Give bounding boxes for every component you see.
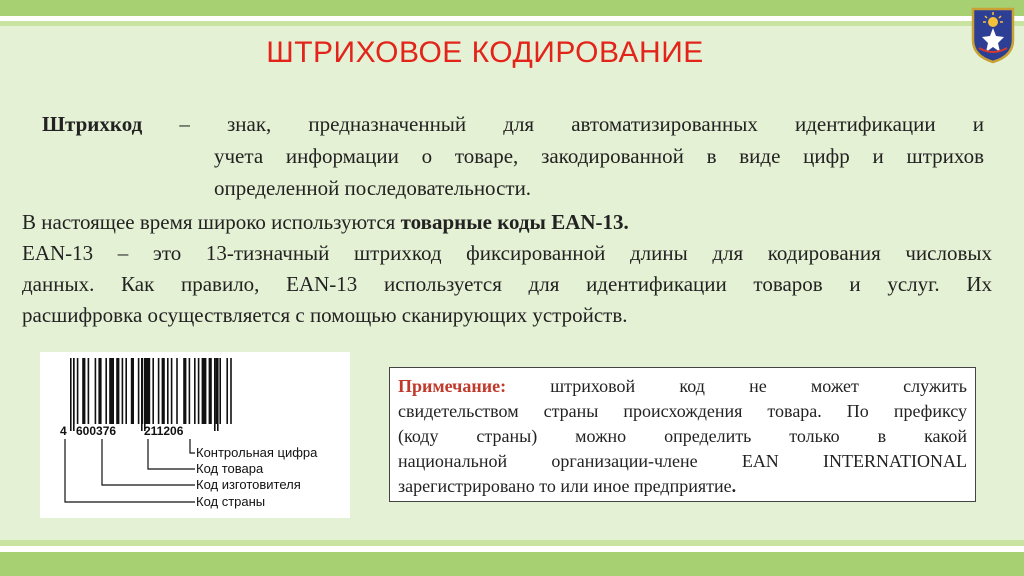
barcode-digit-group-3: 211206 bbox=[144, 424, 184, 438]
ean13-paragraph bbox=[22, 207, 992, 331]
top-stripe bbox=[0, 0, 1024, 16]
definition-word: и bbox=[972, 112, 984, 136]
definition-word: для bbox=[503, 112, 535, 136]
definition-line-2: учета информации о товаре, закодированной в виде цифр и штрихов bbox=[214, 144, 984, 168]
barcode-bars bbox=[70, 358, 232, 431]
definition-term: Штрихкод bbox=[42, 112, 143, 136]
paragraph-line-1-bold: товарные коды EAN-13. bbox=[400, 210, 629, 234]
note-line-2: свидетельством страны происхождения товара. По префиксу bbox=[398, 401, 967, 421]
top-stripe-pale bbox=[0, 21, 1024, 26]
barcode-leader-lines bbox=[65, 439, 195, 502]
note-line-5 bbox=[398, 474, 967, 499]
note-line-4: национальной организации-члене EAN INTERNATIONAL bbox=[398, 451, 967, 471]
barcode-label-manufacturer-code: Код изготовителя bbox=[196, 477, 301, 492]
barcode-digit-group-1: 4 bbox=[60, 424, 67, 438]
paragraph-line-4: расшифровка осуществляется с помощью сканирующих устройств. bbox=[22, 303, 628, 327]
note-line-1-text: штриховой код не может служить bbox=[550, 376, 968, 396]
city-coat-of-arms-icon bbox=[970, 6, 1016, 64]
barcode-diagram bbox=[40, 352, 350, 518]
definition-word: – bbox=[179, 112, 190, 136]
note-line-5-end: . bbox=[731, 476, 737, 496]
barcode-digit-group-2: 600376 bbox=[76, 424, 117, 438]
definition-word: знак, bbox=[226, 112, 272, 136]
paragraph-line-2: EAN-13 – это 13-тизначный штрихкод фиксированной длины для кодирования числовых bbox=[22, 241, 992, 265]
note-line-3: (коду страны) можно определить только в какой bbox=[398, 426, 967, 446]
paragraph-line-3: данных. Как правило, EAN-13 используется для идентификации товаров и услуг. Их bbox=[22, 272, 992, 296]
definition-line-3: определенной последовательности. bbox=[214, 176, 532, 200]
barcode-label-product-code: Код товара bbox=[196, 461, 264, 476]
note-line-5-text: зарегистрировано то или иное предприятие bbox=[398, 476, 732, 496]
slide-title: ШТРИХОВОЕ КОДИРОВАНИЕ bbox=[266, 36, 704, 69]
definition-block bbox=[42, 108, 984, 204]
definition-word: предназначенный bbox=[308, 112, 467, 136]
definition-line-1 bbox=[42, 108, 984, 140]
barcode-label-check-digit: Контрольная цифра bbox=[196, 445, 318, 460]
note-line-1 bbox=[398, 374, 967, 399]
paragraph-line-1 bbox=[22, 207, 992, 238]
definition-word: автоматизированных bbox=[571, 112, 758, 136]
barcode-label-country-code: Код страны bbox=[196, 494, 266, 509]
note-box bbox=[389, 367, 976, 502]
definition-word: идентификации bbox=[794, 112, 936, 136]
paragraph-line-1-text: В настоящее время широко используются bbox=[22, 210, 401, 234]
bottom-stripe bbox=[0, 552, 1024, 576]
note-label: Примечание: bbox=[398, 376, 507, 396]
